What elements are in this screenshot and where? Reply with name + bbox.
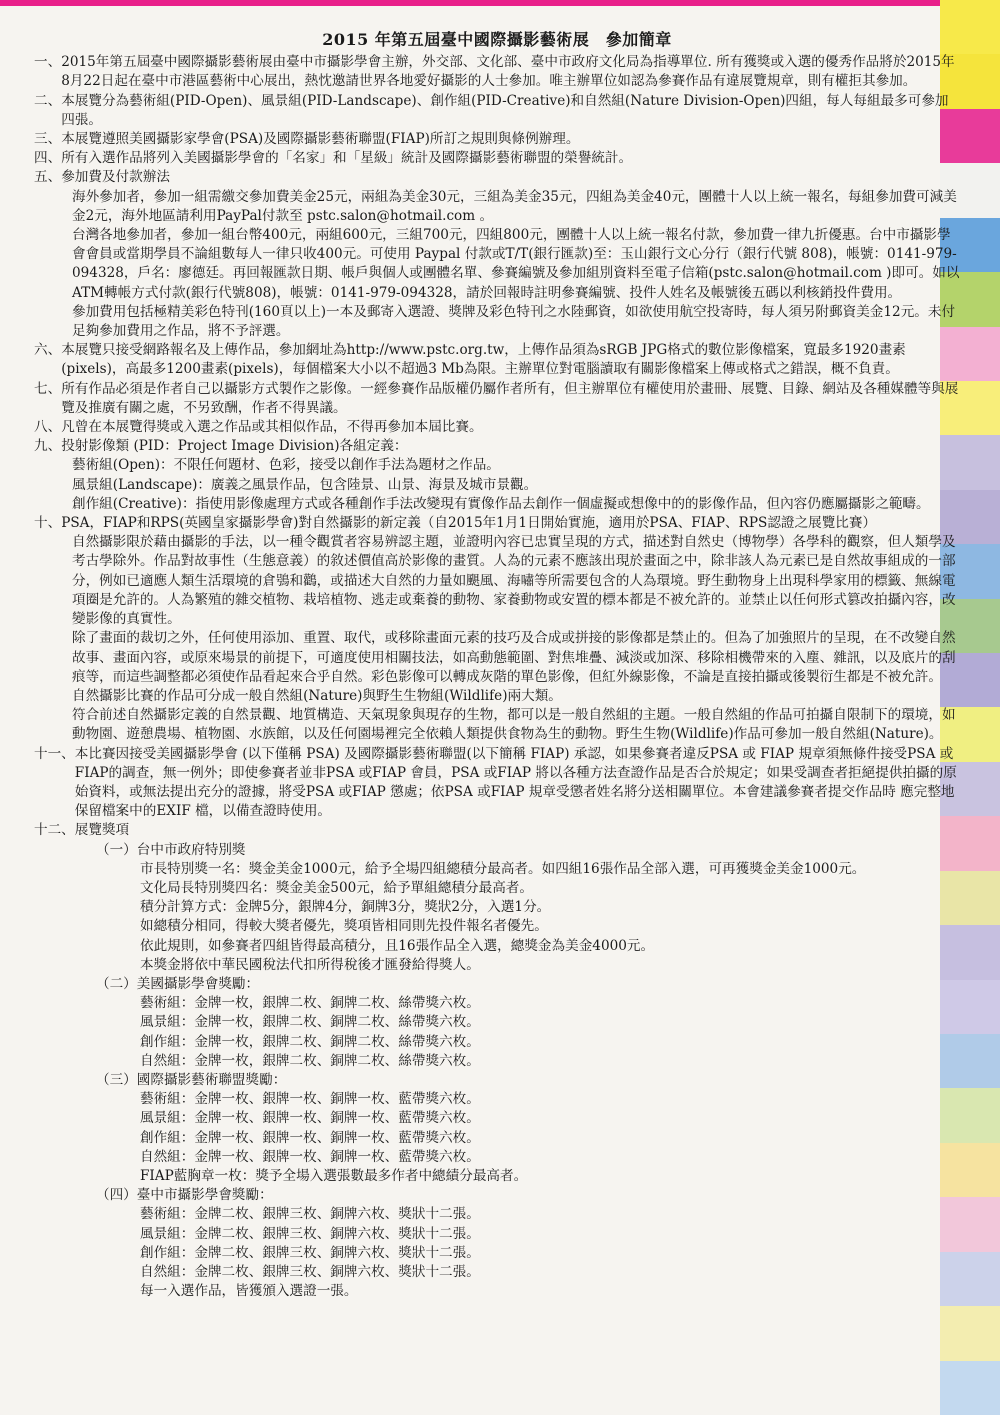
page-title: 2015 年第五屆臺中國際攝影藝術展 參加簡章 xyxy=(322,30,672,49)
award-heading: （三）國際攝影藝術聯盟獎勵： xyxy=(96,1071,287,1088)
award-line: 藝術組：金牌一枚、銀牌一枚、銅牌一枚、藍帶獎六枚。 xyxy=(140,1091,480,1108)
section-item xyxy=(34,149,960,168)
section-text: 參加費及付款辦法 xyxy=(61,169,170,186)
section-text: 所有作品必須是作者自己以攝影方式製作之影像。一經參賽作品版權仍屬作者所有，但主辦單位有權使用於畫冊、展覽、目錄、網站及各種媒體等與展覽及推廣有關之處，不另致酬，作者不得異議。 xyxy=(61,380,959,416)
nature-definition xyxy=(34,533,960,744)
nature-paragraph: 自然攝影限於藉由攝影的手法，以一種令觀賞者容易辨認主題，並證明內容已忠實呈現的方式，描述對自然史（博物學）各學科的觀察，但人類學及考古學除外。作品對故事性（生態意義）的敘述價值高於影像的畫質。人為的元素不應該出現於畫面之中，除非該人為元素已是自然故事組成的一部分，例如已適應人類生活環境的倉鴞和鸛，或描述大自然的力量如颶風、海嘯等所需要包含的人為環境。野生動物身上出現科學家用的標籤、無線電項圈是允許的。人為繁殖的雜交植物、栽培植物、逃走或棄養的動物、家養動物或安置的標本都是不被允許的。並禁止以任何形式篡改拍攝內容，改變影像的真實性。 xyxy=(72,534,956,628)
sections-1-5 xyxy=(34,53,960,187)
top-color-bar xyxy=(0,0,1000,6)
section-item xyxy=(34,130,960,149)
section-number: 三、 xyxy=(34,131,62,148)
award-heading: （四）臺中市攝影學會獎勵： xyxy=(96,1187,273,1204)
fee-paragraph: 海外參加者，參加一組需繳交參加費美金25元，兩組為美金30元，三組為美金35元，四組為美金40元，團體十人以上統一報名，每組參加費可減美金2元，海外地區請利用PayPal付款至 pstc.salon@hotmail.com 。 xyxy=(72,188,957,224)
section-number: 一、 xyxy=(34,54,62,71)
award-line: 藝術組：金牌一枚，銀牌二枚、銅牌二枚、絲帶獎六枚。 xyxy=(140,995,480,1012)
award-line: FIAP藍胸章一枚：獎予全場入選張數最多作者中總績分最高者。 xyxy=(140,1167,528,1184)
sections-6-9 xyxy=(34,341,960,456)
section-number: 八、 xyxy=(34,419,62,436)
fee-paragraph: 參加費用包括極精美彩色特刊(160頁以上)一本及郵寄入選證、獎牌及彩色特刊之水陸郵資，如欲使用航空投寄時，每人須另附郵資美金12元。未付足夠參加費用之作品，將不予評選。 xyxy=(72,303,956,340)
award-line: 積分計算方式：金牌5分，銀牌4分，銅牌3分，獎狀2分，入選1分。 xyxy=(140,899,551,916)
section-number: 二、 xyxy=(34,92,62,109)
awards-list xyxy=(34,841,960,1302)
section-item xyxy=(34,418,960,437)
section-item xyxy=(34,168,960,187)
section-item xyxy=(34,437,960,456)
fee-paragraphs xyxy=(34,188,960,342)
award-line: 風景組：金牌二枚、銀牌三枚、銅牌六枚、獎狀十二張。 xyxy=(140,1225,480,1242)
award-line: 本獎金將依中華民國稅法代扣所得稅後才匯發給得獎人。 xyxy=(140,956,480,973)
award-line: 風景組：金牌一枚、銀牌一枚、銅牌一枚、藍帶獎六枚。 xyxy=(140,1110,480,1127)
definition-paragraph: 風景組(Landscape)：廣義之風景作品，包含陸景、山景、海景及城市景觀。 xyxy=(72,476,538,493)
award-line: 每一入選作品，皆獲頒入選證一張。 xyxy=(140,1283,358,1300)
section-text: 本展覽只接受網路報名及上傳作品，參加網址為http://www.pstc.org.tw，上傳作品須為sRGB JPG格式的數位影像檔案，寬最多1920畫素(pixels)，高最多1200畫素(pixels)，每個檔案大小以不超過3 Mb為限。主辦單位對電腦讀取有關影像檔案上傳或格式之錯誤，概不負責。 xyxy=(61,342,906,378)
award-line: 創作組：金牌二枚、銀牌三枚、銅牌六枚、獎狀十二張。 xyxy=(140,1244,480,1261)
section-number: 七、 xyxy=(34,380,62,397)
award-line: 市長特別獎一名：獎金美金1000元，給予全場四組總積分最高者。如四組16張作品全部入選，可再獲獎金美金1000元。 xyxy=(140,860,866,877)
award-line: 依此規則，如參賽者四組皆得最高積分，且16張作品全入選，總獎金為美金4000元。 xyxy=(140,937,655,954)
section-number: 六、 xyxy=(34,342,62,359)
section-text: 2015年第五屆臺中國際攝影藝術展由臺中市攝影學會主辦，外交部、文化部、臺中市政府文化局為指導單位. 所有獲獎或入選的優秀作品將於2015年8月22日起在臺中市港區藝術中心展出，熱忱邀請世界各地愛好攝影的人士參加。唯主辦單位如認為參賽作品有違展覽規章，則有權拒其參加。 xyxy=(61,54,955,90)
color-stripe xyxy=(940,1361,1000,1415)
section-text: 投射影像類 (PID：Project Image Division)各組定義： xyxy=(61,438,408,455)
award-line: 創作組：金牌一枚，銀牌二枚、銅牌二枚、絲帶獎六枚。 xyxy=(140,1033,480,1050)
section-item xyxy=(34,341,960,379)
award-line: 創作組：金牌一枚、銀牌一枚、銅牌一枚、藍帶獎六枚。 xyxy=(140,1129,480,1146)
section-number: 四、 xyxy=(34,150,62,167)
award-heading: （一）台中市政府特別獎 xyxy=(96,841,246,858)
nature-paragraph: 自然攝影比賽的作品可分成一般自然組(Nature)與野生生物組(Wildlife)兩大類。 xyxy=(72,687,562,704)
award-line: 風景組：金牌一枚，銀牌二枚、銅牌二枚、絲帶獎六枚。 xyxy=(140,1014,480,1031)
division-definitions xyxy=(34,456,960,514)
award-line: 自然組：金牌一枚、銀牌一枚、銅牌一枚、藍帶獎六枚。 xyxy=(140,1148,480,1165)
section-item xyxy=(34,53,960,91)
nature-paragraph: 除了畫面的裁切之外，任何使用添加、重置、取代，或移除畫面元素的技巧及合成或拼接的影像都是禁止的。但為了加強照片的呈現，在不改變自然故事、畫面內容，或原來場景的前提下，可適度使用相關技法，如高動態範圍、對焦堆疊、減淡或加深、移除相機帶來的入塵、雜訊，以及底片的刮痕等，而這些調整都必須使作品看起來合乎自然。彩色影像可以轉成灰階的單色影像，但紅外線影像，不論是直接拍攝或後製衍生都是不被允許。 xyxy=(72,630,956,685)
award-line: 文化局長特別獎四名：獎金美金500元，給予單組總積分最高者。 xyxy=(140,879,533,896)
award-heading: （二）美國攝影學會獎勵： xyxy=(96,975,260,992)
document-body xyxy=(34,30,960,1301)
section-text: 凡曾在本展覽得獎或入選之作品或其相似作品，不得再參加本屆比賽。 xyxy=(61,419,483,436)
section-item xyxy=(34,92,960,130)
section-10: 十、 PSA，FIAP和RPS(英國皇家攝影學會)對自然攝影的新定義（自2015年1月1日開始實施，適用於PSA、FIAP、RPS認證之展覽比賽） xyxy=(34,515,877,532)
section-text: 所有入選作品將列入美國攝影學會的「名家」和「星級」統計及國際攝影藝術聯盟的榮譽統計。 xyxy=(61,150,633,167)
section-number: 九、 xyxy=(34,438,62,455)
definition-paragraph: 藝術組(Open)：不限任何題材、色彩，接受以創作手法為題材之作品。 xyxy=(72,457,500,474)
section-12: 十二、 展覽獎項 xyxy=(34,822,130,839)
award-line: 如總積分相同，得較大獎者優先，獎項皆相同則先投件報名者優先。 xyxy=(140,918,548,935)
section-text: 本展覽分為藝術組(PID-Open)、風景組(PID-Landscape)、創作組(PID-Creative)和自然組(Nature Division-Open)四組，每人每組最多可參加四張。 xyxy=(61,92,949,128)
section-item xyxy=(34,380,960,418)
section-11: 十一、 本比賽因接受美國攝影學會 (以下僅稱 PSA) 及國際攝影藝術聯盟(以下簡稱 FIAP) 承認，如果參賽者違反PSA 或 FIAP 規章須無條件接受PSA 或FIAP的調查，無一例外；即使參賽者並非PSA 或FIAP 會員，PSA 或FIAP 將以各種方法查證作品是否合於規定；如果受調查者拒絕提供拍攝的原始資料，或無法提出充分的證據，將受PSA 或FIAP 懲處；依PSA 或FIAP 規章受懲者姓名將分送相關單位。本會建議參賽者提交作品時 應完整地保留檔案中的EXIF 檔，以備查證時使用。 xyxy=(34,745,957,820)
nature-paragraph: 符合前述自然攝影定義的自然景觀、地質構造、天氣現象與現存的生物，都可以是一般自然組的主題。一般自然組的作品可拍攝自限制下的環境，如動物園、遊憩農場、植物園、水族館，以及任何園場裡完全依賴人類提供食物為生的動物。野生生物(Wildlife)作品可參加一般自然組(Nature)。 xyxy=(72,707,956,743)
award-line: 藝術組：金牌二枚、銀牌三枚、銅牌六枚、獎狀十二張。 xyxy=(140,1206,480,1223)
fee-paragraph: 台灣各地參加者，參加一組台幣400元，兩組600元，三組700元，四組800元，團體十人以上統一報名付款，參加費一律九折優惠。台中市攝影學會會員或當期學員不論組數每人一律只收400元。可使用 Paypal 付款或T/T(銀行匯款)至：玉山銀行文心分行（銀行代號 808)，帳號：0141-979-094328，戶名：廖德廷。再回報匯款日期、帳戶與個人或團體名單、參賽編號及參加組別資料至電子信箱(pstc.salon@hotmail.com )即可。如以ATM轉帳方式付款(銀行代號808)，帳號：0141-979-094328，請於回報時註明參賽編號、投件人姓名及帳號後五碼以利核銷投件費用。 xyxy=(72,227,960,301)
color-stripe xyxy=(940,1306,1000,1360)
award-line: 自然組：金牌二枚、銀牌三枚、銅牌六枚、獎狀十二張。 xyxy=(140,1264,480,1280)
section-number: 五、 xyxy=(34,169,62,186)
section-text: 本展覽遵照美國攝影家學會(PSA)及國際攝影藝術聯盟(FIAP)所訂之規則與條例辦理。 xyxy=(61,131,580,148)
award-line: 自然組：金牌一枚，銀牌二枚、銅牌二枚、絲帶獎六枚。 xyxy=(140,1052,480,1069)
definition-paragraph: 創作組(Creative)：指使用影像處理方式或各種創作手法改變現有實像作品去創作一個虛擬或想像中的的影像作品，但內容仍應屬攝影之範疇。 xyxy=(72,495,930,512)
